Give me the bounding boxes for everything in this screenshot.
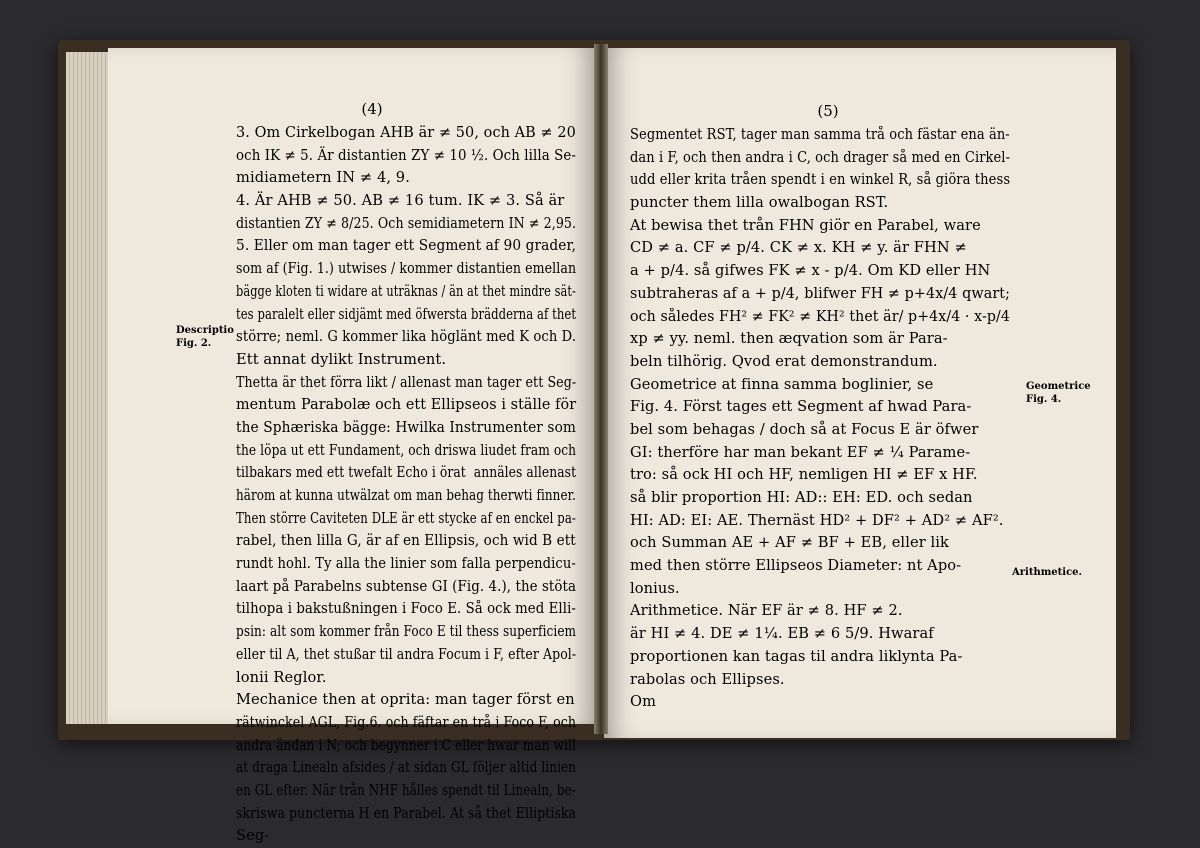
text-line: mentum Parabolæ och ett Ellipseos i ställe för	[236, 396, 577, 414]
text-line: tilbakars med ett twefalt Echo i örat annäles allenast	[236, 464, 577, 482]
text-line: Ett annat dylikt Instrument.	[236, 350, 447, 368]
text-line: bägge kloten ti widare at uträknas / än at thet mindre sät-	[236, 282, 576, 300]
text-line: Om	[630, 693, 657, 711]
text-line: Thetta är thet förra likt / allenast man tager ett Seg-	[236, 373, 577, 391]
text-line: bel som behagas / doch så at Focus E är öfwer	[630, 420, 979, 438]
text-line: rundt hohl. Ty alla the linier som falla perpendicu-	[236, 555, 576, 573]
text-line: beln tilhörig. Qvod erat demonstrandum.	[630, 352, 938, 370]
text-line: skriswa puncterna H en Parabel. At så thet Elliptiska	[236, 804, 577, 822]
right-margin-note-arithmetice: Arithmetice.	[1012, 567, 1083, 578]
text-line: 5. Eller om man tager ett Segment af 90 grader,	[236, 237, 577, 255]
text-line: 3. Om Cirkelbogan AHB är ≠ 50, och AB ≠ 20	[236, 124, 576, 141]
text-line: tilhopa i bakstußningen i Foco E. Så ock med Elli-	[236, 600, 576, 618]
text-line: proportionen kan tagas til andra liklynta Pa-	[630, 647, 963, 665]
text-line: distantien ZY ≠ 8/25. Och semidiametern IN ≠ 2,95.	[236, 214, 577, 232]
text-line: Fig. 4. Först tages ett Segment af hwad Para-	[630, 398, 972, 416]
text-line: Then större Caviteten DLE är ett stycke af en enckel pa-	[236, 509, 576, 527]
text-line: en GL efter. När trån NHF hålles spendt til Linealn, be-	[236, 781, 576, 799]
text-line: rabel, then lilla G, är af en Ellipsis, och wid B ett	[236, 532, 576, 550]
left-page-text	[236, 122, 576, 848]
text-line: dan i F, och then andra i C, och drager så med en Cirkel-	[630, 148, 1011, 166]
text-line: psin: alt som kommer från Foco E til thess superficiem	[236, 623, 577, 641]
right-page-text	[630, 124, 1010, 714]
text-line: xp ≠ yy. neml. then æqvation som är Para-	[630, 330, 948, 348]
text-line: Arithmetice. När EF är ≠ 8. HF ≠ 2.	[630, 602, 903, 620]
text-line: puncter them lilla owalbogan RST.	[630, 194, 889, 212]
text-line: 4. Är AHB ≠ 50. AB ≠ 16 tum. IK ≠ 3. Så är	[236, 192, 565, 210]
text-line: och Summan AE + AF ≠ BF + EB, eller lik	[630, 534, 949, 552]
text-line: eller til A, thet stußar til andra Focum i F, efter Apol-	[236, 645, 577, 663]
text-line: andra ändan i N; och begynner i C eller hwar man will	[236, 736, 576, 754]
text-line: Segmentet RST, tager man samma trå och fästar ena än-	[630, 126, 1010, 143]
text-line: härom at kunna utwälzat om man behag therwti finner.	[236, 487, 576, 504]
text-line: lonius.	[630, 579, 680, 597]
text-line: större; neml. G kommer lika höglänt med K och D.	[236, 328, 577, 346]
text-line: tro: så ock HI och HF, nemligen HI ≠ EF x HF.	[630, 466, 978, 484]
text-line: subtraheras af a + p/4, blifwer FH ≠ p+4x/4 qwart;	[630, 284, 1011, 302]
text-line: som af (Fig. 1.) utwises / kommer distantien emellan	[236, 260, 577, 278]
text-line: laart på Parabelns subtense GI (Fig. 4.), the stöta	[236, 577, 577, 595]
text-line: så blir proportion HI: AD:: EH: ED. och sedan	[630, 489, 973, 506]
text-line: Mechanice then at oprita: man tager först en	[236, 691, 575, 709]
text-line: Geometrice at finna samma boglinier, se	[630, 375, 934, 393]
text-line: Seg-	[236, 827, 270, 845]
text-line: rätwinckel AGL, Fig.6. och fäftar en trå i Foco F, och	[236, 713, 577, 731]
left-margin-note: Descriptio Fig. 2.	[176, 325, 234, 349]
left-page-number: (4)	[361, 100, 383, 118]
text-line: At bewisa thet trån FHN giör en Parabel, ware	[630, 216, 981, 234]
right-page-number: (5)	[817, 102, 839, 120]
text-line: är HI ≠ 4. DE ≠ 1¼. EB ≠ 6 5/9. Hwaraf	[630, 625, 934, 643]
text-line: CD ≠ a. CF ≠ p/4. CK ≠ x. KH ≠ y. är FHN ≠	[630, 239, 967, 257]
text-line: och således FH² ≠ FK² ≠ KH² thet är/ p+4x/4 · x-p/4	[630, 307, 1010, 325]
text-line: udd eller krita tråen spendt i en winkel R, så giöra thess	[630, 171, 1011, 189]
right-margin-note-geometrice: Geometrice Fig. 4.	[1026, 381, 1091, 405]
book-gutter	[594, 44, 608, 734]
text-line: lonii Reglor.	[236, 668, 327, 686]
text-line: a + p/4. så gifwes FK ≠ x - p/4. Om KD eller HN	[630, 262, 991, 280]
text-line: rabolas och Ellipses.	[630, 670, 785, 688]
text-line: med then större Ellipseos Diameter: nt Apo-	[630, 557, 962, 575]
text-line: the löpa ut ett Fundament, och driswa liudet fram och	[236, 441, 577, 459]
text-line: at draga Linealn afsides / at sidan GL följer altid linien	[236, 759, 577, 777]
text-line: tes paralelt eller sidjämt med öfwersta brädderna af thet	[236, 305, 577, 323]
text-line: GI: therföre har man bekant EF ≠ ¼ Parame-	[630, 443, 971, 461]
text-line: midiametern IN ≠ 4, 9.	[236, 169, 410, 187]
text-line: och IK ≠ 5. Är distantien ZY ≠ 10 ½. Och lilla Se-	[236, 146, 577, 164]
text-line: the Sphæriska bägge: Hwilka Instrumenter som	[236, 418, 577, 436]
text-line: HI: AD: EI: AE. Thernäst HD² + DF² + AD² ≠ AF².	[630, 511, 1004, 529]
